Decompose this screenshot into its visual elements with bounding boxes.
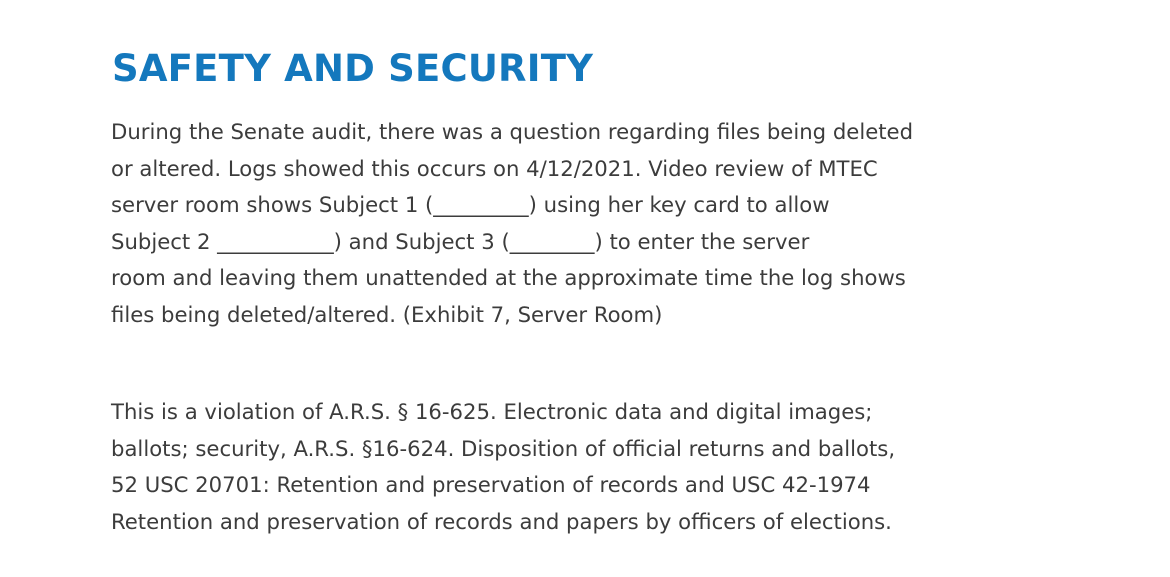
paragraph-line: or altered. Logs showed this occurs on 4/12/2021. Video review of MTEC (111, 155, 878, 181)
paragraph-line: room and leaving them unattended at the approximate time the log shows (111, 265, 906, 291)
violation-paragraph (111, 394, 895, 540)
paragraph-line: This is a violation of A.R.S. § 16-625. Electronic data and digital images; (111, 399, 873, 424)
paragraph-line: Subject 2 ___________) and Subject 3 (________) to enter the server (111, 228, 810, 254)
paragraph-line: ballots; security, A.R.S. §16-624. Disposition of official returns and ballots, (111, 435, 896, 461)
paragraph-line: files being deleted/altered. (Exhibit 7, Server Room) (111, 301, 663, 327)
section-heading: SAFETY AND SECURITY (112, 47, 594, 90)
paragraph-line: Retention and preservation of records and papers by officers of elections. (111, 508, 892, 534)
incident-paragraph (111, 114, 913, 334)
paragraph-line: During the Senate audit, there was a question regarding files being deleted (111, 119, 914, 144)
paragraph-line: 52 USC 20701: Retention and preservation of records and USC 42-1974 (111, 472, 871, 498)
paragraph-line: server room shows Subject 1 (_________) using her key card to allow (111, 192, 830, 218)
